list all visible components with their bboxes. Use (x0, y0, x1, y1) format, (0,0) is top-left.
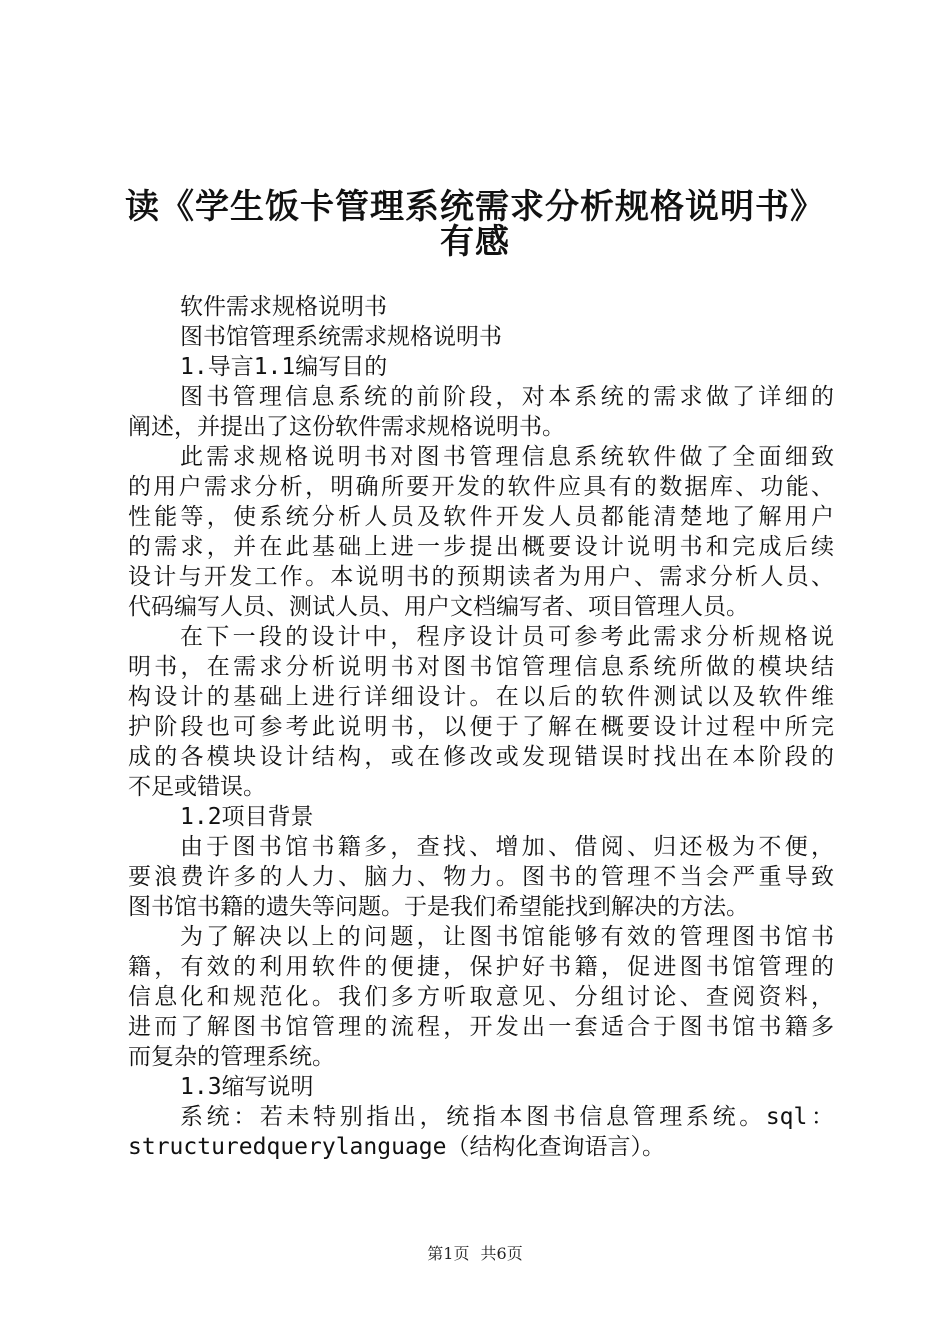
body-line: 阐述，并提出了这份软件需求规格说明书。 (128, 414, 565, 440)
page-number: 第1页 (427, 1244, 470, 1263)
body-line: 的用户需求分析，明确所要开发的软件应具有的数据库、功能、 (128, 474, 834, 500)
body-line: 软件需求规格说明书 (180, 294, 387, 320)
body-line: 不足或错误。 (128, 774, 266, 800)
body-line: 籍，有效的利用软件的便捷，保护好书籍，促进图书馆管理的 (128, 954, 834, 980)
body-line: 成的各模块设计结构，或在修改或发现错误时找出在本阶段的 (128, 744, 834, 770)
body-line: 要浪费许多的人力、脑力、物力。图书的管理不当会严重导致 (128, 864, 834, 890)
body-line: 1.导言1.1编写目的 (180, 354, 388, 380)
body-line: 进而了解图书馆管理的流程，开发出一套适合于图书馆书籍多 (128, 1014, 834, 1040)
page-total: 共6页 (480, 1244, 523, 1263)
body-line: 图书管理信息系统的前阶段，对本系统的需求做了详细的 (180, 384, 834, 410)
body-line: 护阶段也可参考此说明书，以便于了解在概要设计过程中所完 (128, 714, 834, 740)
document-title-line-2: 有感 (440, 222, 510, 262)
body-line: 的需求，并在此基础上进一步提出概要设计说明书和完成后续 (128, 534, 834, 560)
body-line: 设计与开发工作。本说明书的预期读者为用户、需求分析人员、 (128, 564, 834, 590)
body-line: 在下一段的设计中，程序设计员可参考此需求分析规格说 (180, 624, 834, 650)
body-line: structuredquerylanguage（结构化查询语言）。 (128, 1134, 665, 1160)
body-line: 1.3缩写说明 (180, 1074, 314, 1100)
body-line: 1.2项目背景 (180, 804, 314, 830)
body-line: 代码编写人员、测试人员、用户文档编写者、项目管理人员。 (128, 594, 749, 620)
page-footer (0, 1244, 950, 1264)
body-line: 由于图书馆书籍多，查找、增加、借阅、归还极为不便， (180, 834, 834, 860)
body-line: 系统：若未特别指出，统指本图书信息管理系统。sql： (180, 1104, 834, 1130)
document-body (128, 292, 834, 1162)
body-line: 此需求规格说明书对图书管理信息系统软件做了全面细致 (180, 444, 834, 470)
body-line: 构设计的基础上进行详细设计。在以后的软件测试以及软件维 (128, 684, 834, 710)
body-line: 明书，在需求分析说明书对图书馆管理信息系统所做的模块结 (128, 654, 834, 680)
body-line: 图书馆管理系统需求规格说明书 (180, 324, 502, 350)
body-line: 性能等，使系统分析人员及软件开发人员都能清楚地了解用户 (128, 504, 834, 530)
body-line: 而复杂的管理系统。 (128, 1044, 335, 1070)
body-line: 信息化和规范化。我们多方听取意见、分组讨论、查阅资料， (128, 984, 834, 1010)
body-line: 图书馆书籍的遗失等问题。于是我们希望能找到解决的方法。 (128, 894, 749, 920)
document-title-line-1: 读《学生饭卡管理系统需求分析规格说明书》 (125, 187, 825, 227)
body-line: 为了解决以上的问题，让图书馆能够有效的管理图书馆书 (180, 924, 834, 950)
